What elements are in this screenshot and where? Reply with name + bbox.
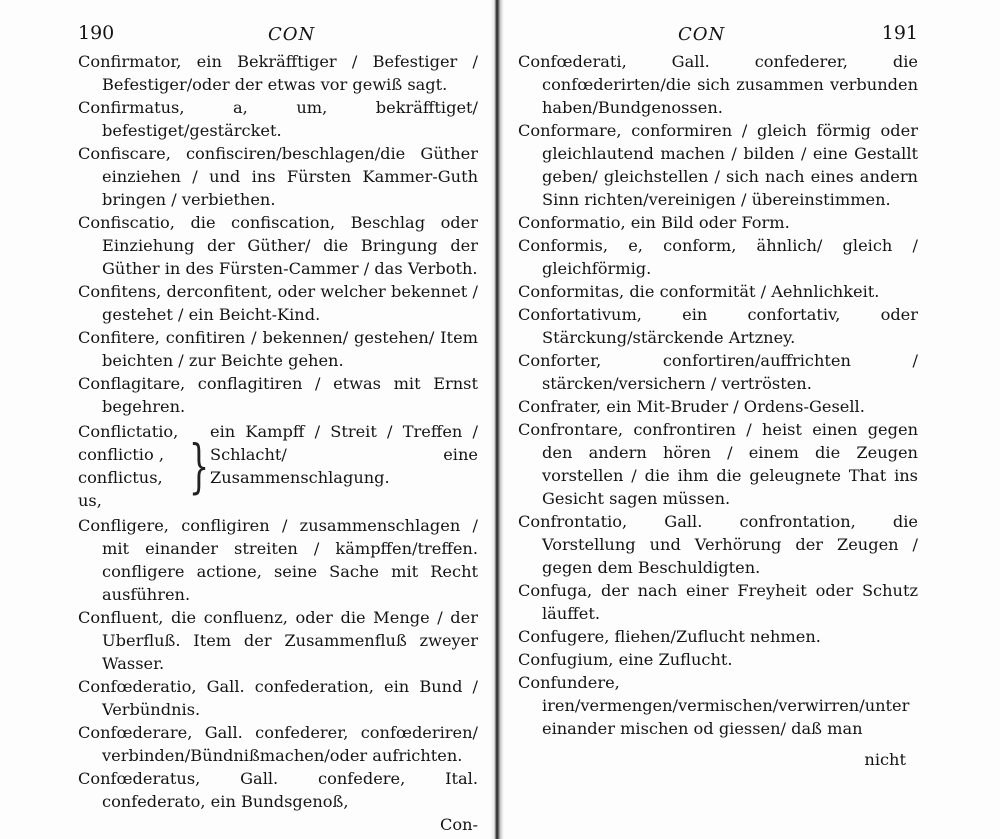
dictionary-entry: Confiscatio, die confiscation, Beschlag oder Einziehung der Güther/ die Bringung der Güther in des Fürsten-Cammer / das Verboth.: [78, 213, 478, 278]
dictionary-entry: Conflagitare, conflagitiren / etwas mit Ernst begehren.: [78, 374, 478, 416]
dictionary-entry: Conformatio, ein Bild oder Form.: [518, 213, 790, 232]
bracket-term: Conflictatio,: [78, 422, 179, 441]
dictionary-entry: Conformis, e, conform, ähnlich/ gleich / gleichförmig.: [518, 236, 918, 278]
catchword: Con-: [439, 815, 478, 834]
running-head: CON: [268, 24, 316, 45]
dictionary-entry: Confœderati, Gall. confederer, die confœderirten/die sich zusammen verbunden haben/Bundgenossen.: [518, 52, 918, 117]
dictionary-entry: Conforter, confortiren/auffrichten / stärcken/versichern / vertrösten.: [518, 351, 918, 393]
dictionary-entry: Confrontare, confrontiren / heist einen gegen den andern hören / einem die Zeugen vorstellen / die ihm die geleugnete That ins Gesicht sagen müssen.: [518, 420, 918, 508]
dictionary-entry: Conformitas, die conformität / Aehnlichkeit.: [518, 282, 880, 301]
bracketed-entry: [78, 420, 478, 512]
dictionary-entry: Confluent, die confluenz, oder die Menge / der Uberfluß. Item der Zusammenfluß zweyer Wasser.: [78, 608, 478, 673]
dictionary-entry: Confugere, fliehen/Zuflucht nehmen.: [518, 627, 821, 646]
page-number: 191: [881, 22, 918, 44]
dictionary-entry: Conformare, conformiren / gleich förmig oder gleichlautend machen / bilden / eine Gestallt geben/ gleichstellen / sich nach eines andern Sinn richten/vereinigen / übereinstimmen.: [518, 121, 918, 209]
dictionary-entry: Confligere, confligiren / zusammenschlagen / mit einander streiten / kämpffen/treffen. confligere actione, seine Sache mit Recht ausführen.: [78, 516, 478, 604]
dictionary-entry: Confœderatio, Gall. confederation, ein Bund / Verbündnis.: [78, 677, 478, 719]
dictionary-entry: Confrater, ein Mit-Bruder / Ordens-Gesell.: [518, 397, 865, 416]
left-page-header: [78, 22, 478, 50]
bracket-definition: ein Kampff / Streit / Treffen / Schlacht/ eine Zusammenschlagung.: [210, 422, 478, 487]
dictionary-entry: Confrontatio, Gall. confrontation, die Vorstellung und Verhörung der Zeugen / gegen dem Beschuldigten.: [518, 512, 918, 577]
running-head: CON: [678, 24, 726, 45]
dictionary-entry: Confœderatus, Gall. confedere, Ital. confederato, ein Bundsgenoß,: [78, 769, 478, 811]
dictionary-entry: Confugium, eine Zuflucht.: [518, 650, 733, 669]
book-gutter: [490, 0, 504, 839]
page-number: 190: [78, 22, 115, 44]
catchword: nicht: [864, 750, 906, 769]
dictionary-entry: Confortativum, ein confortativ, oder Stärckung/stärckende Artzney.: [518, 305, 918, 347]
dictionary-entry: Confiscare, confisciren/beschlagen/die Güther einziehen / und ins Fürsten Kammer-Guth bringen / verbiethen.: [78, 144, 478, 209]
dictionary-entry: Confundere, iren/vermengen/vermischen/verwirren/unter einander mischen od giessen/ daß man: [518, 673, 910, 738]
right-page-header: [518, 22, 918, 50]
dictionary-entry: Confitens, derconfitent, oder welcher bekennet / gestehet / ein Beicht-Kind.: [78, 282, 478, 324]
dictionary-entry: Confirmatus, a, um, bekräfftiget/ befestiget/gestärcket.: [78, 98, 478, 140]
bracket-term: conflictio ,: [78, 445, 164, 464]
left-page: [78, 22, 478, 836]
dictionary-entry: Confuga, der nach einer Freyheit oder Schutz läuffet.: [518, 581, 918, 623]
curly-brace: }: [188, 432, 210, 500]
dictionary-entry: Confirmator, ein Bekräfftiger / Befestiger / Befestiger/oder der etwas vor gewiß sagt.: [78, 52, 478, 94]
bracket-term: conflictus, us,: [78, 468, 163, 510]
dictionary-entry: Confœderare, Gall. confederer, confœderiren/ verbinden/Bündnißmachen/oder aufrichten.: [78, 723, 478, 765]
bracket-terms: [78, 420, 188, 512]
dictionary-entry: Confitere, confitiren / bekennen/ gestehen/ Item beichten / zur Beichte gehen.: [78, 328, 478, 370]
right-page: [518, 22, 918, 771]
